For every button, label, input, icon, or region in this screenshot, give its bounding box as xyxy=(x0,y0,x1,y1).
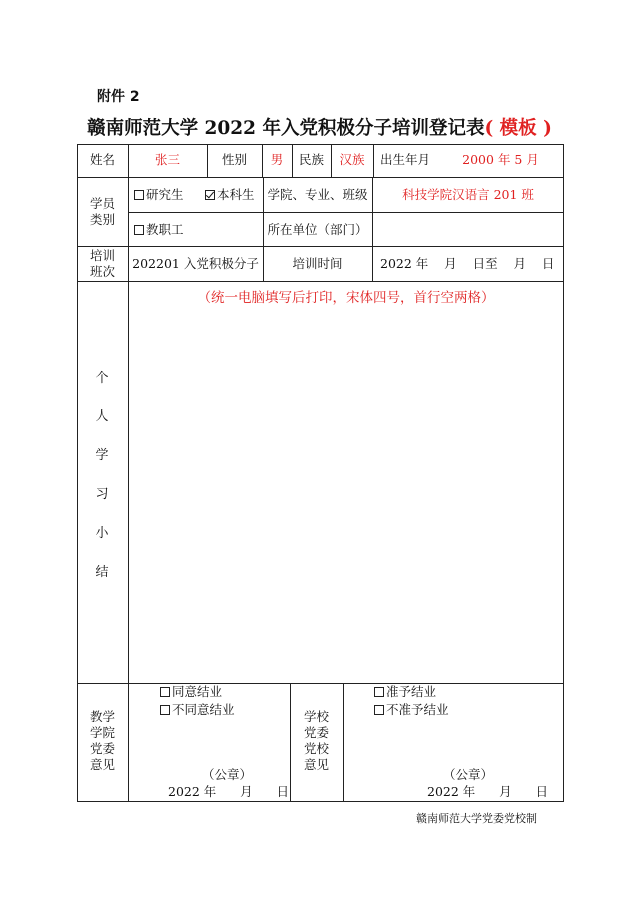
option-agree-label: 同意结业 xyxy=(172,684,223,699)
checkbox-icon[interactable] xyxy=(374,705,384,715)
category-label-2: 类别 xyxy=(89,212,115,227)
class-label-2: 班次 xyxy=(89,264,115,279)
summary-label-char: 小 xyxy=(95,526,109,541)
gender-value: 男 xyxy=(270,152,284,167)
option-approve-label: 准予结业 xyxy=(386,684,437,699)
college-opinion-label: 教学 xyxy=(89,709,115,724)
birth-value: 2000 年 5 月 xyxy=(462,152,539,167)
option-not-approve[interactable] xyxy=(374,702,449,718)
col-divider xyxy=(343,683,344,802)
school-opinion-label: 党委 xyxy=(303,725,329,740)
gender-label: 性别 xyxy=(221,152,247,167)
training-time-label: 培训时间 xyxy=(292,256,343,271)
footer-issuer: 赣南师范大学党委党校制 xyxy=(416,812,537,825)
summary-instruction: （统一电脑填写后打印，宋体四号，首行空两格） xyxy=(197,290,495,306)
dept-label: 所在单位（部门） xyxy=(267,222,368,237)
option-approve[interactable] xyxy=(374,684,436,700)
title-main: 赣南师范大学 2022 年入党积极分子培训登记表 xyxy=(87,118,485,139)
summary-label-char: 结 xyxy=(95,565,109,580)
college-opinion-label: 意见 xyxy=(89,757,115,772)
ethnic-value: 汉族 xyxy=(339,152,365,167)
document-title xyxy=(0,114,639,140)
class-label-1: 培训 xyxy=(89,248,115,263)
school-date: 2022 年 月 日 xyxy=(427,784,548,799)
college-value: 科技学院汉语言 201 班 xyxy=(402,187,534,202)
college-seal: （公章） xyxy=(202,767,253,782)
option-graduate[interactable] xyxy=(134,187,184,203)
summary-label-char: 习 xyxy=(95,487,109,502)
title-suffix: ( 模板 ) xyxy=(484,118,552,139)
birth-label: 出生年月 xyxy=(379,152,430,167)
checkbox-icon[interactable] xyxy=(160,705,170,715)
summary-label-char: 个 xyxy=(95,371,109,386)
checked-checkbox-icon[interactable] xyxy=(205,190,215,200)
option-staff-label: 教职工 xyxy=(146,222,184,237)
summary-label-char: 学 xyxy=(95,448,109,463)
col-divider xyxy=(128,683,129,802)
option-undergrad[interactable] xyxy=(205,187,255,203)
college-label: 学院、专业、班级 xyxy=(267,187,368,202)
college-opinion-label: 党委 xyxy=(89,741,115,756)
col-divider xyxy=(128,144,129,683)
college-opinion-label: 学院 xyxy=(89,725,115,740)
category-label-1: 学员 xyxy=(89,196,115,211)
college-date: 2022 年 月 日 xyxy=(168,784,289,799)
row-divider xyxy=(77,177,564,178)
checkbox-icon[interactable] xyxy=(134,190,144,200)
checkbox-icon[interactable] xyxy=(374,687,384,697)
summary-label-char: 人 xyxy=(95,409,109,424)
row-divider xyxy=(77,281,564,282)
registration-table xyxy=(77,144,564,802)
checkbox-icon[interactable] xyxy=(160,687,170,697)
school-seal: （公章） xyxy=(443,767,494,782)
row-divider xyxy=(77,683,564,684)
option-undergrad-label: 本科生 xyxy=(217,187,255,202)
ethnic-label: 民族 xyxy=(298,152,324,167)
option-agree[interactable] xyxy=(160,684,222,700)
option-not-approve-label: 不准予结业 xyxy=(386,702,449,717)
class-value: 202201 入党积极分子 xyxy=(132,256,259,271)
row-divider xyxy=(128,212,564,213)
option-staff[interactable] xyxy=(134,222,184,238)
checkbox-icon[interactable] xyxy=(134,225,144,235)
school-opinion-label: 学校 xyxy=(303,709,329,724)
option-disagree[interactable] xyxy=(160,702,235,718)
name-label: 姓名 xyxy=(89,152,115,167)
attachment-label: 附件 2 xyxy=(97,89,140,105)
school-opinion-label: 意见 xyxy=(303,757,329,772)
option-disagree-label: 不同意结业 xyxy=(172,702,235,717)
school-opinion-label: 党校 xyxy=(303,741,329,756)
name-value: 张三 xyxy=(154,152,180,167)
training-time-value: 2022 年 月 日至 月 日 xyxy=(380,256,555,271)
row-divider xyxy=(77,246,564,247)
option-graduate-label: 研究生 xyxy=(146,187,184,202)
